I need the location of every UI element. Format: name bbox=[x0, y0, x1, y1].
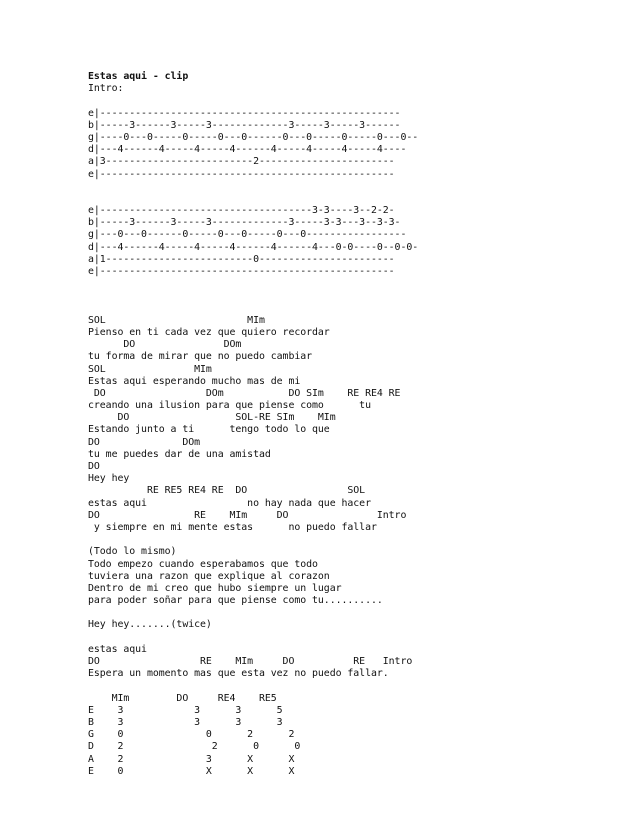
text-line: g|----0---0-----0-----0---0------0---0-----0-----0---0-- bbox=[88, 131, 419, 143]
text-line: b|-----3------3-----3-------------3-----3-3---3--3-3- bbox=[88, 217, 401, 229]
text-line: tu me puedes dar de una amistad bbox=[88, 448, 271, 460]
text-line: E 3 3 3 5 bbox=[88, 704, 283, 716]
text-line: estas aqui no hay nada que hacer bbox=[88, 497, 371, 509]
text-line: e|--------------------------------------------------- bbox=[88, 107, 401, 119]
text-line: Estando junto a ti tengo todo lo que bbox=[88, 424, 330, 436]
text-line: para poder soñar para que piense como tu.......... bbox=[88, 595, 383, 607]
text-line: b|-----3------3-----3-------------3-----3-----3------ bbox=[88, 119, 401, 131]
text-line: DO RE MIm DO RE Intro bbox=[88, 656, 413, 667]
text-line: DO bbox=[88, 461, 100, 472]
text-line: e|-------------------------------------------------- bbox=[88, 168, 395, 180]
text-line: DO DOm DO SIm RE RE4 RE bbox=[88, 387, 401, 399]
text-line bbox=[88, 303, 633, 315]
text-line: Espera un momento mas que esta vez no puedo fallar. bbox=[88, 668, 389, 680]
text-line: (Todo lo mismo) bbox=[88, 546, 177, 558]
text-line: Estas aqui esperando mucho mas de mi bbox=[88, 375, 301, 387]
text-line: Hey hey bbox=[88, 473, 130, 485]
text-line: Todo empezo cuando esperabamos que todo bbox=[88, 558, 318, 570]
text-line: B 3 3 3 3 bbox=[88, 716, 283, 728]
text-line: tu forma de mirar que no puedo cambiar bbox=[88, 351, 313, 363]
text-line: creando una ilusion para que piense como tu bbox=[88, 400, 371, 412]
text-line bbox=[88, 680, 633, 692]
text-line: MIm DO RE4 RE5 bbox=[88, 692, 277, 704]
text-line bbox=[88, 632, 633, 644]
text-line bbox=[88, 534, 633, 546]
text-line: e|------------------------------------3-3----3--2-2- bbox=[88, 205, 395, 217]
text-line: a|3-------------------------2----------------------- bbox=[88, 156, 395, 168]
song-text bbox=[88, 71, 633, 778]
text-line: y siempre en mi mente estas no puedo fallar bbox=[88, 521, 377, 533]
text-line: D 2 2 0 0 bbox=[88, 741, 301, 753]
text-line: G 0 0 2 2 bbox=[88, 729, 295, 741]
text-line: d|---4------4-----4-----4------4-----4-----4-----4---- bbox=[88, 144, 407, 156]
text-line: SOL MIm bbox=[88, 314, 265, 326]
text-line: Pienso en ti cada vez que quiero recordar bbox=[88, 326, 330, 338]
text-line: d|---4------4-----4-----4------4------4---0-0----0--0-0- bbox=[88, 241, 419, 253]
text-line: tuviera una razon que explique al corazon bbox=[88, 570, 330, 582]
song-title: Estas aqui - clip bbox=[88, 71, 189, 82]
text-line: RE RE5 RE4 RE DO SOL bbox=[88, 485, 366, 497]
text-line: estas aqui bbox=[88, 643, 147, 655]
text-line bbox=[88, 193, 633, 205]
text-line: e|-------------------------------------------------- bbox=[88, 266, 395, 277]
text-line: A 2 3 X X bbox=[88, 753, 295, 765]
text-line: DO RE MIm DO Intro bbox=[88, 509, 407, 521]
text-line: Dentro de mi creo que hubo siempre un lugar bbox=[88, 582, 342, 594]
text-line: DO DOm bbox=[88, 436, 201, 448]
text-line: DO SOL-RE SIm MIm bbox=[88, 412, 336, 424]
text-line bbox=[88, 278, 633, 290]
text-line bbox=[88, 607, 633, 619]
text-line bbox=[88, 181, 633, 193]
text-line: a|1-------------------------0----------------------- bbox=[88, 253, 395, 265]
text-line: SOL MIm bbox=[88, 363, 212, 375]
text-line: Intro: bbox=[88, 83, 124, 95]
text-line: DO DOm bbox=[88, 339, 242, 351]
text-line bbox=[88, 290, 633, 302]
text-line: E 0 X X X bbox=[88, 765, 295, 777]
text-line bbox=[88, 95, 633, 107]
text-line: Hey hey.......(twice) bbox=[88, 619, 212, 631]
text-line: g|---0---0------0-----0---0-----0---0----------------- bbox=[88, 229, 407, 241]
